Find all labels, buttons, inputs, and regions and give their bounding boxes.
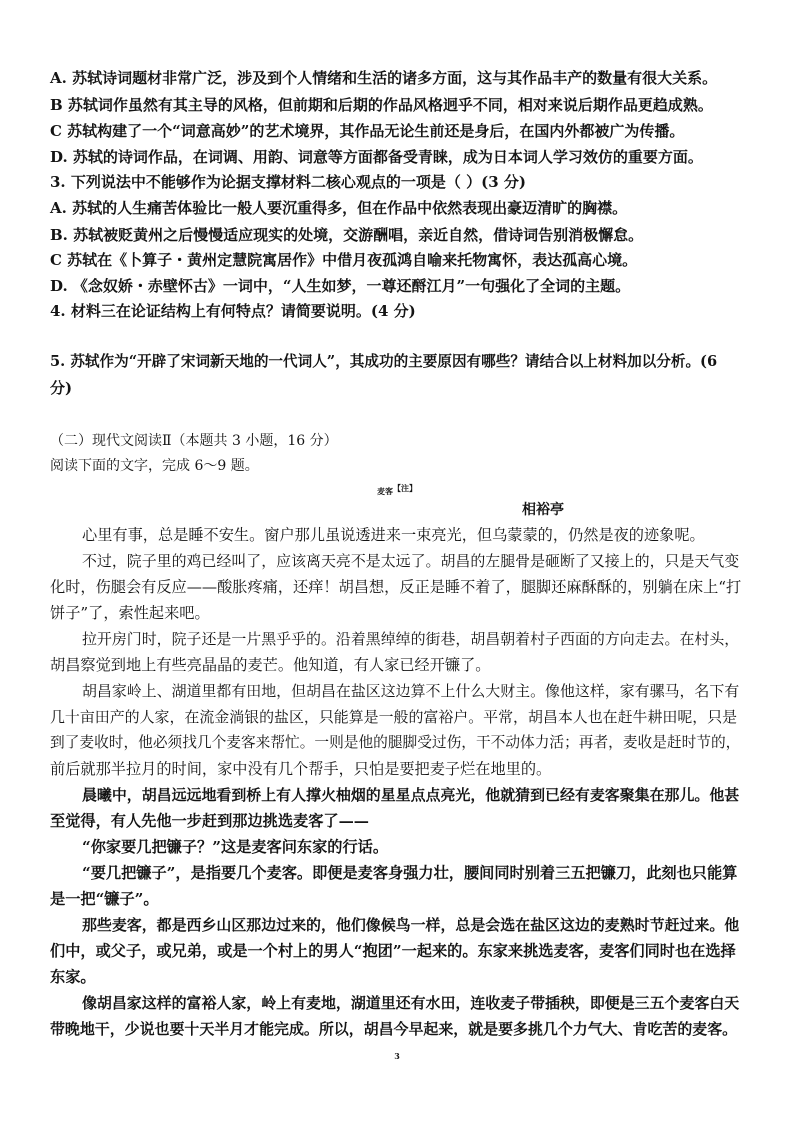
story-line: 胡昌家岭上、湖道里都有田地，但胡昌在盐区这边算不上什么大财主。像他这样，家有骡马，名下有 [82, 682, 740, 700]
story-title-note: 【注】 [393, 483, 417, 493]
story-line: “你家要几把镰子？”这是麦客问东家的行话。 [82, 838, 389, 856]
q2-option-d: D. 苏轼的诗词作品，在词调、用韵、词意等方面都备受青睐，成为日本词人学习效仿的重要方面。 [50, 148, 703, 166]
story-line: 至觉得，有人先他一步赶到那边挑选麦客了—— [50, 812, 369, 830]
story-line: 们中，或父子，或兄弟，或是一个村上的男人“抱团”一起来的。东家来挑选麦客，麦客们同时也在选择 [50, 942, 736, 960]
story-line: 到了麦收时，他必须找几个麦客来帮忙。一则是他的腿脚受过伤，干不动体力活；再者，麦收是赶时节的， [50, 734, 741, 751]
story-line: 胡昌察觉到地上有些亮晶晶的麦芒。他知道，有人家已经开镰了。 [50, 656, 491, 674]
story-title-text: 麦客 [377, 486, 393, 496]
q2-option-b: B 苏轼词作虽然有其主导的风格，但前期和后期的作品风格迥乎不同，相对来说后期作品更趋成熟。 [50, 96, 713, 114]
story-line: 不过，院子里的鸡已经叫了，应该离天亮不是太远了。胡昌的左腿骨是砸断了又接上的，只是天气变 [82, 552, 740, 570]
q2-option-a: A. 苏轼诗词题材非常广泛，涉及到个人情绪和生活的诸多方面，这与其作品丰产的数量有很大关系。 [50, 69, 718, 87]
q2-option-c: C 苏轼构建了一个“词意高妙”的艺术境界，其作品无论生前还是身后，在国内外都被广为传播。 [50, 122, 685, 140]
q5-stem-line2: 分) [50, 379, 73, 397]
section-heading: （二）现代文阅读Ⅱ（本题共 3 小题，16 分） [50, 433, 338, 449]
story-line: 前后就那半拉月的时间，家中没有几个帮手，只怕是要把麦子烂在地里的。 [50, 760, 552, 778]
story-line: 那些麦客，都是西乡山区那边过来的，他们像候鸟一样，总是会选在盐区这边的麦熟时节赶过来。他 [82, 916, 740, 934]
story-line: 像胡昌家这样的富裕人家，岭上有麦地，湖道里还有水田，连收麦子带插秧，即便是三五个麦客白天 [82, 994, 740, 1012]
q3-option-b: B. 苏轼被贬黄州之后慢慢适应现实的处境，交游酬唱，亲近自然，借诗词告别消极懈怠。 [50, 226, 644, 244]
story-line: 晨曦中，胡昌远远地看到桥上有人撑火柚烟的星星点点亮光，他就猜到已经有麦客聚集在那儿。他甚 [82, 786, 740, 804]
page-number: 3 [394, 1051, 400, 1061]
q3-option-d: D. 《念奴娇・赤壁怀古》一词中，“人生如梦，一尊还酹江月”一句强化了全词的主题。 [50, 277, 631, 295]
story-line: 心里有事，总是睡不安生。窗户那儿虽说透进来一束亮光，但乌蒙蒙的，仍然是夜的迹象呢。 [82, 526, 705, 544]
story-line: “要几把镰子”，是指要几个麦客。即便是麦客身强力壮，腰间同时别着三五把镰刀，此刻也只能算 [82, 864, 738, 882]
q4-stem: 4. 材料三在论证结构上有何特点？请简要说明。(4 分) [50, 302, 416, 320]
story-line: 饼子”了，索性起来吧。 [50, 604, 210, 622]
q5-stem-line1: 5. 苏轼作为“开辟了宋词新天地的一代词人”，其成功的主要原因有哪些？请结合以上材料加以分析。(6 [50, 353, 718, 370]
story-title [0, 481, 794, 501]
section-instruction: 阅读下面的文字，完成 6～9 题。 [50, 458, 259, 474]
story-line: 是一把“镰子”。 [50, 890, 159, 908]
story-line: 带晚地干，少说也要十天半月才能完成。所以，胡昌今早起来，就是要多挑几个力气大、肯吃苦的麦客。 [50, 1020, 738, 1038]
q3-stem: 3. 下列说法中不能够作为论据支撑材料二核心观点的一项是（ ）(3 分) [50, 173, 526, 191]
story-author: 相裕亭 [522, 502, 564, 518]
q3-option-c: C 苏轼在《卜算子・黄州定慧院寓居作》中借月夜孤鸿自喻来托物寓怀，表达孤高心境。 [50, 251, 638, 269]
story-line: 拉开房门时，院子还是一片黑乎乎的。沿着黑绰绰的街巷，胡昌朝着村子西面的方向走去。在村头， [82, 630, 740, 648]
story-line: 几十亩田产的人家，在流金淌银的盐区，只能算是一般的富裕户。平常，胡昌本人也在赶牛耕田呢，只是 [50, 708, 738, 726]
q3-option-a: A. 苏轼的人生痛苦体验比一般人要沉重得多，但在作品中依然表现出豪迈清旷的胸襟。 [50, 199, 628, 217]
story-line: 化时，伤腿会有反应——酸胀疼痛，还痒！胡昌想，反正是睡不着了，腿脚还麻酥酥的，别躺在床上“打 [50, 578, 742, 596]
story-line: 东家。 [50, 968, 96, 986]
